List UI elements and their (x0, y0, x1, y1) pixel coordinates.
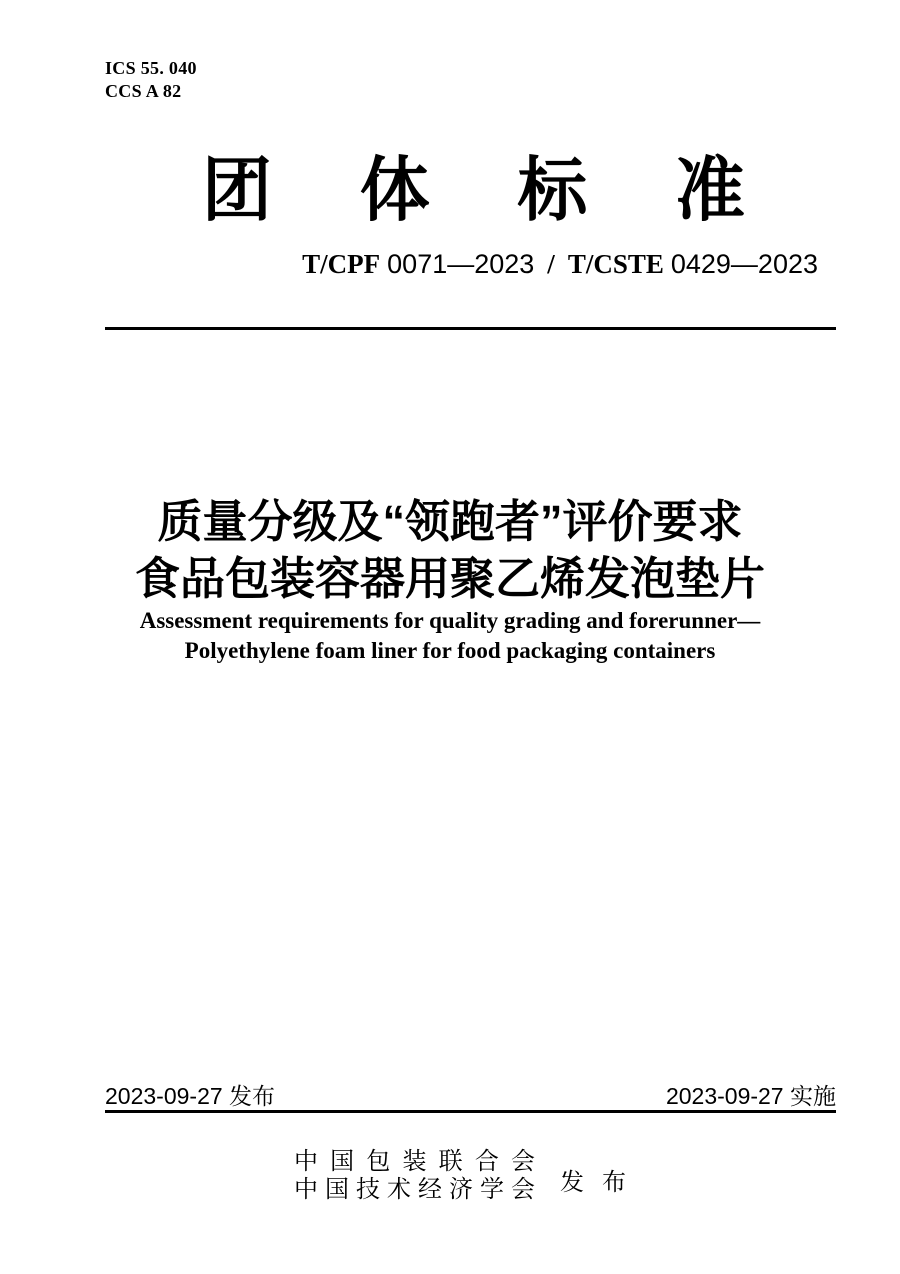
issue-date: 2023-09-27 发布 (105, 1083, 276, 1109)
ccs-code: CCS A 82 (105, 81, 182, 101)
standard-number-prefix-1: T/CPF (302, 249, 381, 279)
standard-number-separator: / (547, 249, 555, 279)
standard-number-prefix-2: T/CSTE (567, 249, 664, 279)
publisher-org-2: 中国技术经济学会 (294, 1176, 535, 1203)
document-type-title: 团体标准 (202, 151, 745, 229)
title-zh-line1: 质量分级及“领跑者”评价要求 (157, 496, 743, 547)
date-row (105, 1078, 836, 1111)
implementation-date: 2023-09-27 实施 (665, 1083, 836, 1109)
title-zh-line2: 食品包装容器用聚乙烯发泡垫片 (134, 553, 765, 604)
footer-rule (105, 1110, 836, 1113)
publisher-org-1: 中国包装联合会 (294, 1148, 535, 1175)
standard-number-value-2: 0429—2023 (670, 249, 818, 279)
classification-codes (105, 57, 197, 103)
title-en-line1: Assessment requirements for quality grading and forerunner— (139, 608, 761, 633)
header-rule (105, 327, 836, 330)
standard-number-value-1: 0071—2023 (387, 249, 535, 279)
title-en-line2: Polyethylene foam liner for food packaging containers (184, 638, 716, 663)
title-en (0, 606, 900, 666)
ics-code: ICS 55. 040 (105, 58, 197, 78)
publisher-organizations (294, 1148, 535, 1204)
standard-number (302, 249, 818, 280)
publish-label: 发布 (560, 1169, 644, 1196)
